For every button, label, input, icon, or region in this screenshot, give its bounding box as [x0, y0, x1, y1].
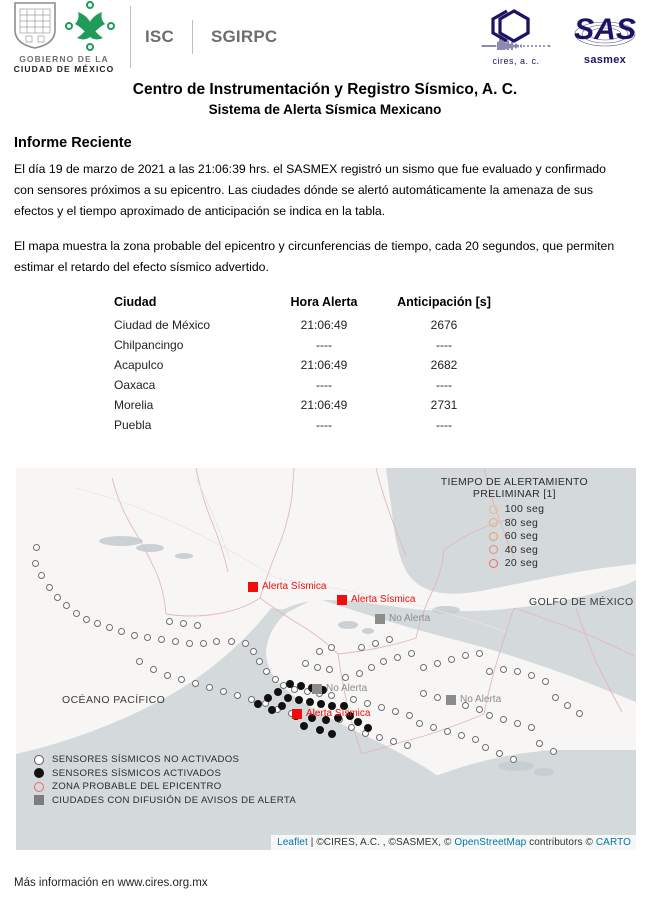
sensor-inactive[interactable] — [342, 674, 349, 681]
sensor-inactive[interactable] — [94, 620, 101, 627]
cires-logo — [480, 8, 552, 66]
sensor-inactive[interactable] — [404, 742, 411, 749]
sensor-inactive[interactable] — [486, 712, 493, 719]
sensor-inactive[interactable] — [458, 732, 465, 739]
sensor-inactive[interactable] — [234, 692, 241, 699]
sensor-inactive[interactable] — [180, 620, 187, 627]
cdmx-caption-line2: CIUDAD DE MÉXICO — [13, 64, 115, 74]
sensor-inactive[interactable] — [434, 694, 441, 701]
sensor-inactive[interactable] — [118, 628, 125, 635]
sensor-inactive[interactable] — [448, 656, 455, 663]
time-legend-item — [489, 503, 588, 515]
cell-hora: 21:06:49 — [300, 318, 348, 332]
city-marker-square-icon — [446, 695, 456, 705]
report-paragraph-2: El mapa muestra la zona probable del epicentro y circunferencias de tiempo, cada 20 segundos, que permiten estimar el retardo del efecto sísmico advertido. — [14, 239, 615, 274]
city-marker-label: No Alerta — [326, 683, 368, 694]
sensor-inactive[interactable] — [550, 748, 557, 755]
time-legend-item — [489, 544, 588, 556]
sensor-active[interactable] — [268, 706, 276, 714]
cdmx-logo — [12, 0, 116, 74]
alert-table — [114, 292, 504, 435]
map-legend-item — [34, 768, 296, 779]
table-row — [114, 315, 504, 335]
sgirpc-label: SGIRPC — [210, 27, 278, 46]
city-marker-no-alerta[interactable] — [446, 694, 501, 705]
svg-text:SAS: SAS — [574, 13, 636, 46]
sasmex-logo — [570, 11, 640, 66]
sensor-inactive[interactable] — [63, 602, 70, 609]
sensor-inactive[interactable] — [500, 716, 507, 723]
cell-anticipacion: 2731 — [430, 398, 458, 412]
city-marker-label: No Alerta — [460, 694, 502, 705]
time-legend-title-2: PRELIMINAR [1] — [472, 488, 556, 500]
sensor-active[interactable] — [317, 700, 325, 708]
sensor-inactive[interactable] — [552, 694, 559, 701]
cires-caption: cires, a. c. — [492, 56, 540, 66]
city-marker-alerta[interactable] — [337, 594, 415, 605]
sensor-inactive[interactable] — [350, 696, 357, 703]
sensor-active[interactable] — [254, 700, 262, 708]
sensor-active[interactable] — [354, 718, 362, 726]
sensor-active[interactable] — [295, 696, 303, 704]
col-header-ciudad: Ciudad — [114, 295, 157, 309]
sensor-inactive[interactable] — [316, 648, 323, 655]
sensor-inactive[interactable] — [186, 640, 193, 647]
attrib-contrib: contributors © — [526, 837, 596, 848]
city-marker-square-icon — [248, 582, 258, 592]
sensor-inactive[interactable] — [476, 650, 483, 657]
page-title — [0, 80, 650, 119]
time-legend-label: 20 seg — [504, 557, 539, 569]
sensor-inactive[interactable] — [368, 664, 375, 671]
sensor-active[interactable] — [297, 682, 305, 690]
sensor-inactive[interactable] — [314, 664, 321, 671]
leaflet-map[interactable] — [16, 468, 636, 850]
table-row — [114, 415, 504, 435]
sensor-inactive[interactable] — [256, 658, 263, 665]
time-legend-item — [489, 517, 588, 529]
header-divider-1 — [130, 6, 131, 68]
attrib-sasmex: ©SASMEX, © — [388, 837, 455, 848]
sensor-inactive[interactable] — [83, 616, 90, 623]
header-divider-2 — [192, 20, 193, 54]
sensor-inactive[interactable] — [144, 634, 151, 641]
cell-anticipacion: ---- — [436, 338, 452, 352]
map-legend-label: SENSORES SÍSMICOS ACTIVADOS — [52, 767, 222, 779]
sensor-inactive[interactable] — [192, 680, 199, 687]
sensor-inactive[interactable] — [434, 660, 441, 667]
leaflet-link[interactable]: Leaflet — [277, 837, 308, 848]
sensor-inactive[interactable] — [242, 640, 249, 647]
sensor-inactive[interactable] — [200, 640, 207, 647]
time-alert-legend — [441, 476, 588, 571]
sensor-inactive[interactable] — [32, 560, 39, 567]
map-legend — [34, 752, 296, 809]
sensor-inactive[interactable] — [54, 594, 61, 601]
sensor-inactive[interactable] — [194, 622, 201, 629]
city-marker-square-icon — [312, 684, 322, 694]
footer-note: Más información en www.cires.org.mx — [14, 877, 208, 889]
table-row — [114, 375, 504, 395]
map-legend-label: CIUDADES CON DIFUSIÓN DE AVISOS DE ALERTA — [52, 794, 297, 806]
report-content — [0, 135, 650, 435]
gray-square-icon — [34, 795, 44, 805]
attrib-cires: ©CIRES, A.C. , — [316, 837, 389, 848]
city-marker-square-icon — [292, 709, 302, 719]
map-legend-item — [34, 781, 296, 792]
section-heading: Informe Reciente — [14, 135, 132, 151]
sensor-inactive[interactable] — [378, 704, 385, 711]
sensor-inactive[interactable] — [73, 610, 80, 617]
map-attribution — [271, 835, 636, 850]
sensor-active[interactable] — [284, 694, 292, 702]
sensor-inactive[interactable] — [272, 676, 279, 683]
sensor-inactive[interactable] — [150, 666, 157, 673]
map-legend-label: ZONA PROBABLE DEL EPICENTRO — [52, 781, 222, 792]
sensor-inactive[interactable] — [372, 640, 379, 647]
sensor-inactive[interactable] — [328, 644, 335, 651]
time-ring-icon — [489, 505, 498, 514]
cell-hora: 21:06:49 — [300, 398, 348, 412]
open-circle-icon — [34, 755, 44, 765]
time-ring-icon — [489, 518, 498, 527]
sensor-inactive[interactable] — [564, 702, 571, 709]
city-marker-label: No Alerta — [389, 613, 431, 624]
sensor-active[interactable] — [364, 724, 372, 732]
sensor-inactive[interactable] — [576, 710, 583, 717]
col-header-anticipacion: Anticipación [s] — [397, 295, 491, 309]
cell-anticipacion: 2676 — [430, 318, 458, 332]
sensor-inactive[interactable] — [430, 724, 437, 731]
time-legend-item — [489, 530, 588, 542]
sensor-inactive[interactable] — [356, 670, 363, 677]
sensor-active[interactable] — [264, 694, 272, 702]
cell-ciudad: Ciudad de México — [114, 318, 211, 332]
sasmex-mark-icon — [570, 11, 640, 51]
sensor-inactive[interactable] — [528, 724, 535, 731]
carto-link[interactable]: CARTO — [595, 837, 631, 848]
sensor-inactive[interactable] — [380, 658, 387, 665]
sensor-inactive[interactable] — [386, 636, 393, 643]
time-legend-title-1: TIEMPO DE ALERTAMIENTO — [440, 476, 588, 488]
sensor-inactive[interactable] — [136, 658, 143, 665]
sensor-active[interactable] — [300, 722, 308, 730]
openstreetmap-link[interactable]: OpenStreetMap — [454, 837, 527, 848]
cell-anticipacion: ---- — [436, 378, 452, 392]
sensor-inactive[interactable] — [33, 544, 40, 551]
sensor-inactive[interactable] — [462, 652, 469, 659]
sensor-inactive[interactable] — [213, 638, 220, 645]
sensor-active[interactable] — [286, 680, 294, 688]
cell-hora: ---- — [316, 418, 332, 432]
report-paragraph-1: El día 19 de marzo de 2021 a las 21:06:39 hrs. el SASMEX registró un sismo que fue evaluado y confirmado con sensores próximos a su epicentro. Las ciudades dónde se alertó automáticamente la amenaza de sus efectos y el tiempo aproximado de anticipación se indica en la tabla. — [14, 162, 606, 218]
sensor-inactive[interactable] — [206, 684, 213, 691]
table-row — [114, 355, 504, 375]
sensor-inactive[interactable] — [263, 668, 270, 675]
sensor-inactive[interactable] — [302, 660, 309, 667]
sensor-inactive[interactable] — [46, 584, 53, 591]
sensor-inactive[interactable] — [164, 672, 171, 679]
map-legend-item — [34, 795, 296, 806]
filled-circle-icon — [34, 768, 44, 778]
city-marker-alerta[interactable] — [248, 581, 326, 592]
table-row — [114, 335, 504, 355]
sensor-inactive[interactable] — [364, 700, 371, 707]
sensor-inactive[interactable] — [250, 648, 257, 655]
cell-ciudad: Morelia — [114, 398, 154, 412]
sensor-inactive[interactable] — [514, 720, 521, 727]
sensor-inactive[interactable] — [500, 666, 507, 673]
city-marker-label: Alerta Sísmica — [306, 708, 371, 719]
sensor-inactive[interactable] — [394, 654, 401, 661]
map-section — [0, 468, 650, 850]
time-legend-label: 60 seg — [504, 530, 539, 542]
sensor-inactive[interactable] — [416, 720, 423, 727]
time-legend-item — [489, 557, 588, 569]
sensor-active[interactable] — [274, 688, 282, 696]
time-legend-label: 80 seg — [504, 516, 539, 529]
cell-hora: ---- — [316, 338, 332, 352]
city-marker-label: Alerta Sísmica — [351, 594, 416, 605]
city-marker-no-alerta[interactable] — [375, 613, 430, 624]
sensor-inactive[interactable] — [358, 644, 365, 651]
city-marker-no-alerta[interactable] — [312, 683, 367, 694]
page-header — [0, 0, 650, 74]
sensor-inactive[interactable] — [348, 724, 355, 731]
cell-ciudad: Puebla — [114, 418, 152, 432]
sensor-active[interactable] — [278, 702, 286, 710]
time-ring-icon — [489, 545, 498, 554]
map-legend-label: SENSORES SÍSMICOS NO ACTIVADOS — [52, 754, 240, 765]
sensor-inactive[interactable] — [220, 688, 227, 695]
table-header-row — [114, 292, 504, 315]
sensor-inactive[interactable] — [510, 756, 517, 763]
cell-hora: ---- — [316, 378, 332, 392]
cdmx-glyph-icon — [64, 0, 116, 52]
isc-label: ISC — [145, 27, 174, 46]
sensor-inactive[interactable] — [38, 572, 45, 579]
col-header-hora-alerta: Hora Alerta — [290, 295, 358, 309]
red-ring-icon — [34, 782, 44, 792]
sensor-inactive[interactable] — [472, 736, 479, 743]
sensor-inactive[interactable] — [392, 708, 399, 715]
sensor-inactive[interactable] — [482, 744, 489, 751]
org-title: Centro de Instrumentación y Registro Sísmico, A. C. — [132, 81, 518, 98]
sensor-inactive[interactable] — [131, 632, 138, 639]
system-title: Sistema de Alerta Sísmica Mexicano — [208, 102, 442, 117]
sensor-inactive[interactable] — [536, 740, 543, 747]
sensor-inactive[interactable] — [420, 664, 427, 671]
attrib-sep: | — [307, 837, 317, 848]
time-legend-label: 100 seg — [504, 503, 545, 515]
cell-anticipacion: ---- — [436, 418, 452, 432]
sensor-inactive[interactable] — [376, 734, 383, 741]
city-marker-square-icon — [375, 614, 385, 624]
sensor-inactive[interactable] — [166, 618, 173, 625]
sensor-inactive[interactable] — [390, 738, 397, 745]
gulf-label: GOLFO DE MÉXICO — [529, 596, 634, 608]
cell-anticipacion: 2682 — [430, 358, 458, 372]
ocean-label: OCÉANO PACÍFICO — [62, 694, 166, 706]
table-row — [114, 395, 504, 415]
sensor-active[interactable] — [328, 730, 336, 738]
time-legend-label: 40 seg — [504, 543, 539, 556]
sensor-inactive[interactable] — [496, 750, 503, 757]
sensor-active[interactable] — [316, 726, 324, 734]
sensor-inactive[interactable] — [106, 624, 113, 631]
city-marker-label: Alerta Sísmica — [262, 581, 327, 592]
sensor-inactive[interactable] — [172, 638, 179, 645]
sensor-active[interactable] — [306, 698, 314, 706]
time-ring-icon — [489, 532, 498, 541]
sensor-inactive[interactable] — [528, 672, 535, 679]
sensor-inactive[interactable] — [444, 728, 451, 735]
sensor-inactive[interactable] — [542, 678, 549, 685]
partner-logos — [480, 8, 640, 66]
city-marker-square-icon — [337, 595, 347, 605]
sensor-inactive[interactable] — [178, 676, 185, 683]
time-ring-icon — [489, 559, 498, 568]
sensor-inactive[interactable] — [514, 668, 521, 675]
sensor-inactive[interactable] — [406, 712, 413, 719]
cdmx-caption-line1: GOBIERNO DE LA — [19, 54, 109, 64]
sensor-inactive[interactable] — [326, 666, 333, 673]
cdmx-shield-icon — [12, 0, 58, 50]
map-legend-item — [34, 754, 296, 765]
cell-ciudad: Oaxaca — [114, 378, 156, 392]
sensor-inactive[interactable] — [158, 636, 165, 643]
cell-ciudad: Chilpancingo — [114, 338, 184, 352]
sensor-inactive[interactable] — [486, 668, 493, 675]
city-marker-alerta[interactable] — [292, 708, 370, 719]
sensor-inactive[interactable] — [228, 638, 235, 645]
sensor-inactive[interactable] — [420, 690, 427, 697]
cell-hora: 21:06:49 — [300, 358, 348, 372]
sensor-inactive[interactable] — [408, 650, 415, 657]
cell-ciudad: Acapulco — [114, 358, 164, 372]
sasmex-caption: sasmex — [583, 54, 627, 66]
cires-mark-icon — [480, 8, 552, 50]
sensor-inactive[interactable] — [476, 706, 483, 713]
